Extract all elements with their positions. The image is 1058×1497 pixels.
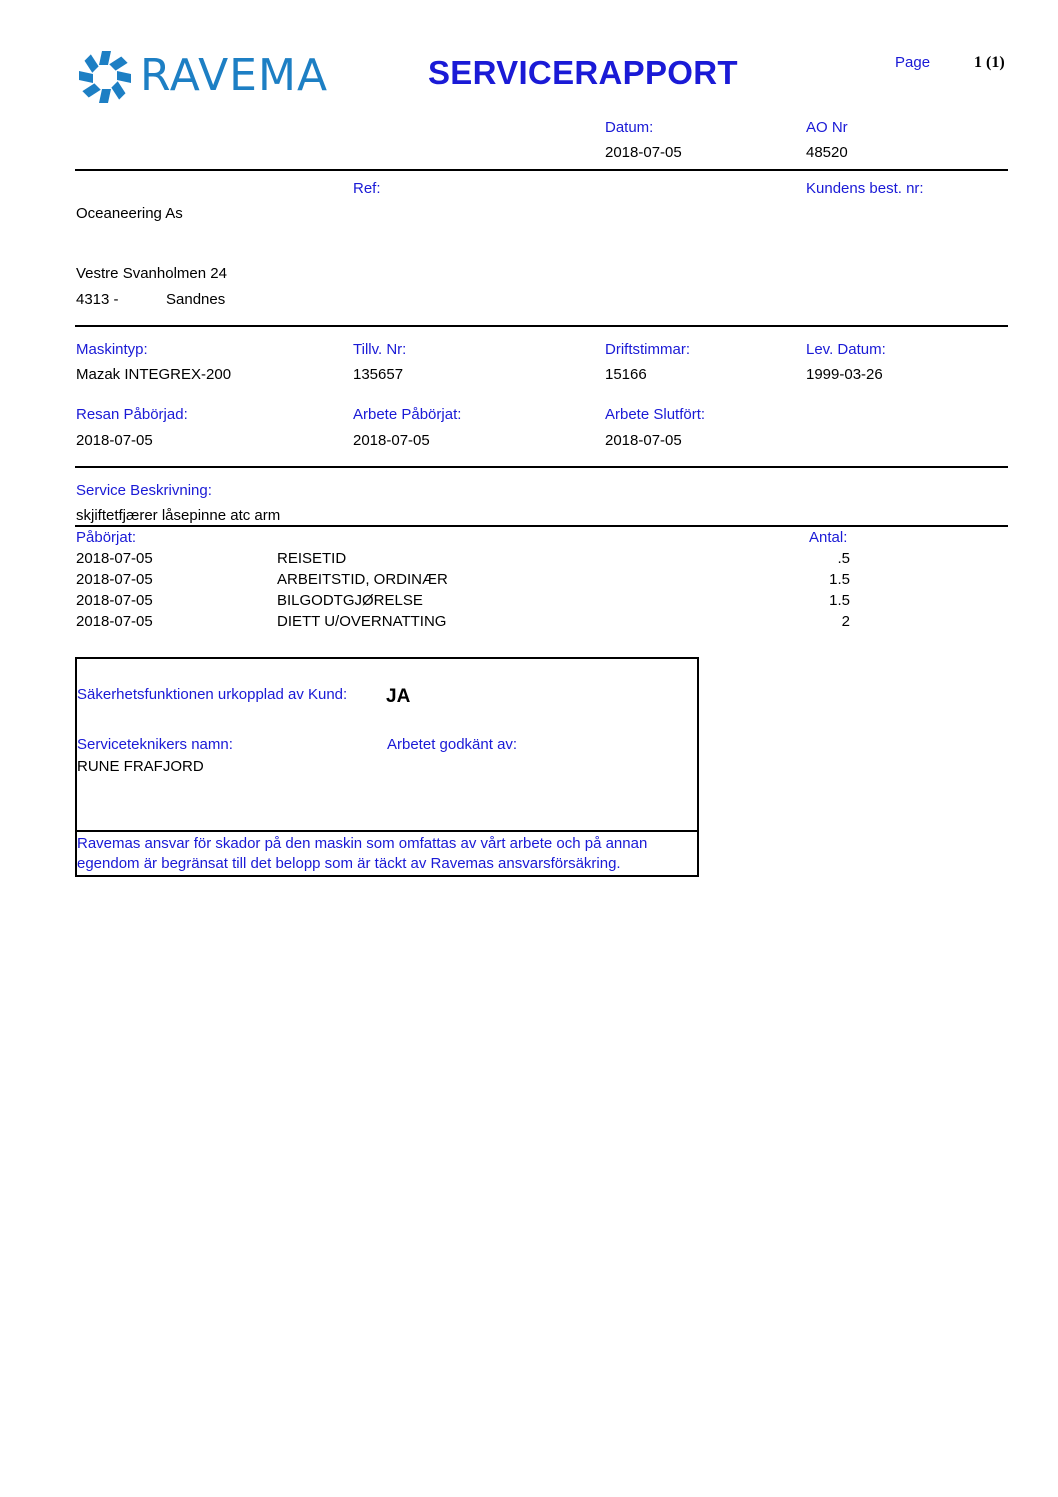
row-date: 2018-07-05 — [76, 571, 153, 588]
work-start-value: 2018-07-05 — [353, 432, 430, 449]
datum-label: Datum: — [605, 119, 654, 136]
row-quantity: .5 — [837, 550, 850, 567]
row-description: REISETID — [277, 550, 347, 567]
row-quantity: 2 — [841, 613, 850, 630]
signoff-box — [75, 657, 699, 877]
work-end-value: 2018-07-05 — [605, 432, 682, 449]
divider — [75, 466, 1008, 468]
technician-name-label: Serviceteknikers namn: — [77, 736, 233, 753]
divider — [75, 169, 1008, 171]
serial-label: Tillv. Nr: — [353, 341, 407, 358]
hours-value: 15166 — [605, 366, 647, 383]
divider — [75, 525, 1008, 527]
row-quantity: 1.5 — [829, 592, 850, 609]
approved-by-label: Arbetet godkänt av: — [387, 736, 518, 753]
divider — [75, 325, 1008, 327]
quantity-column-label: Antal: — [809, 529, 848, 546]
row-quantity: 1.5 — [829, 571, 850, 588]
safety-disconnect-value: JA — [386, 686, 411, 707]
trip-start-label: Resan Påbörjad: — [76, 406, 188, 423]
customer-street: Vestre Svanholmen 24 — [76, 265, 227, 282]
work-start-label: Arbete Påbörjat: — [353, 406, 462, 423]
started-column-label: Påbörjat: — [76, 529, 137, 546]
ao-label: AO Nr — [806, 119, 848, 136]
machine-type-label: Maskintyp: — [76, 341, 148, 358]
row-date: 2018-07-05 — [76, 592, 153, 609]
trip-start-value: 2018-07-05 — [76, 432, 153, 449]
service-description-text: skjiftetfjærer låsepinne atc arm — [76, 507, 281, 524]
customer-postcode: 4313 - — [76, 291, 119, 308]
row-description: DIETT U/OVERNATTING — [277, 613, 447, 630]
safety-disconnect-label: Säkerhetsfunktionen urkopplad av Kund: — [77, 686, 348, 703]
delivery-date-value: 1999-03-26 — [806, 366, 883, 383]
row-date: 2018-07-05 — [76, 613, 153, 630]
customer-city: Sandnes — [166, 291, 226, 308]
work-end-label: Arbete Slutfört: — [605, 406, 706, 423]
technician-name-value: RUNE FRAFJORD — [77, 758, 204, 775]
machine-type-value: Mazak INTEGREX-200 — [76, 366, 232, 383]
box-divider — [77, 830, 697, 832]
serial-value: 135657 — [353, 366, 404, 383]
datum-value: 2018-07-05 — [605, 144, 682, 161]
row-description: ARBEITSTID, ORDINÆR — [277, 571, 448, 588]
ravema-logo-icon — [76, 48, 134, 106]
logo-wordmark: RAVEMA — [140, 50, 329, 101]
service-description-label: Service Beskrivning: — [76, 482, 212, 499]
page-label: Page — [895, 54, 931, 71]
company-logo — [76, 48, 336, 106]
ref-label: Ref: — [353, 180, 381, 197]
customer-order-label: Kundens best. nr: — [806, 180, 924, 197]
customer-name: Oceaneering As — [76, 205, 183, 222]
row-description: BILGODTGJØRELSE — [277, 592, 423, 609]
ao-value: 48520 — [806, 144, 848, 161]
row-date: 2018-07-05 — [76, 550, 153, 567]
liability-disclaimer: Ravemas ansvar för skador på den maskin som omfattas av vårt arbete och på annan egendom är begränsat till det belopp som är täckt av Ravemas ansvarsförsäkring. — [77, 835, 648, 872]
document-title: SERVICERAPPORT — [428, 54, 738, 91]
delivery-date-label: Lev. Datum: — [806, 341, 886, 358]
hours-label: Driftstimmar: — [605, 341, 690, 358]
page-number: 1 (1) — [974, 54, 1005, 71]
